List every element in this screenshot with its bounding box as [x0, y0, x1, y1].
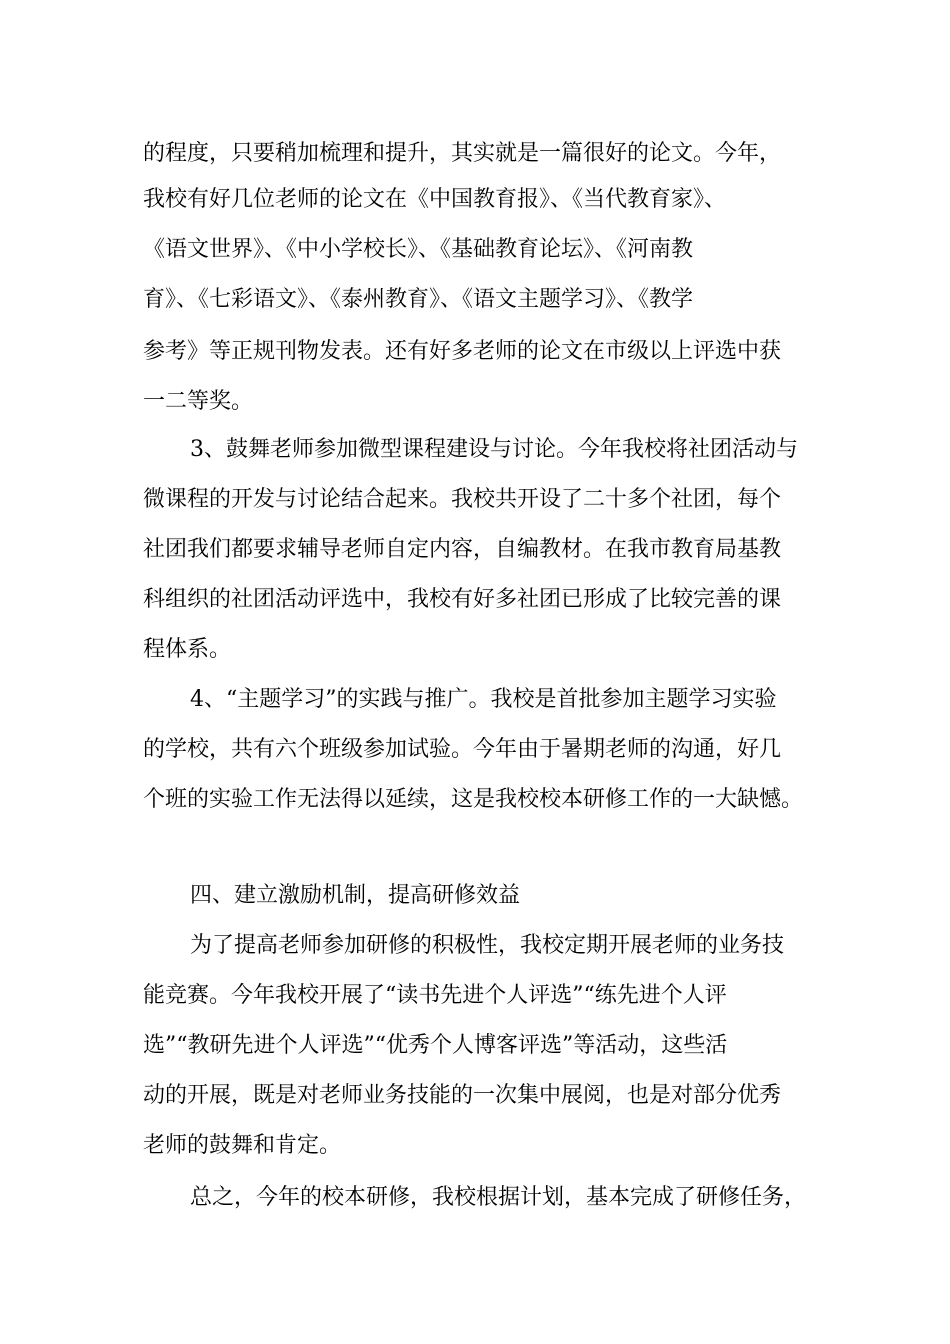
paragraph-line: 社团我们都要求辅导老师自定内容，自编教材。在我市教育局基教 [143, 537, 782, 562]
paragraph-line: 的程度，只要稍加梳理和提升，其实就是一篇很好的论文。今年， [143, 141, 782, 166]
paragraph-line: 程体系。 [143, 637, 232, 662]
paragraph-line: 3、鼓舞老师参加微型课程建设与讨论。今年我校将社团活动与 [190, 437, 798, 462]
paragraph-line: 科组织的社团活动评选中，我校有好多社团已形成了比较完善的课 [143, 587, 782, 612]
paragraph-line: 一二等奖。 [143, 389, 254, 414]
paragraph-line: 4、“主题学习”的实践与推广。我校是首批参加主题学习实验 [190, 687, 777, 712]
section-heading: 四、建立激励机制，提高研修效益 [190, 883, 521, 908]
paragraph-line: 参考》等正规刊物发表。还有好多老师的论文在市级以上评选中获 [143, 339, 782, 364]
paragraph-line: 老师的鼓舞和肯定。 [143, 1133, 342, 1158]
paragraph-line: 我校有好几位老师的论文在《中国教育报》、《当代教育家》、 [143, 187, 727, 212]
paragraph-line: 育》、《七彩语文》、《泰州教育》、《语文主题学习》、《教学 [143, 287, 694, 312]
paragraph-line: 总之，今年的校本研修，我校根据计划，基本完成了研修任务， [190, 1185, 807, 1210]
paragraph-line: 《语文世界》、《中小学校长》、《基础教育论坛》、《河南教 [143, 237, 694, 262]
paragraph-line: 个班的实验工作无法得以延续，这是我校校本研修工作的一大缺憾。 [143, 787, 804, 812]
paragraph-line: 能竞赛。今年我校开展了“读书先进个人评选”“练先进个人评 [143, 983, 727, 1008]
paragraph-line: 动的开展，既是对老师业务技能的一次集中展阅，也是对部分优秀 [143, 1083, 782, 1108]
paragraph-line: 的学校，共有六个班级参加试验。今年由于暑期老师的沟通，好几 [143, 737, 782, 762]
paragraph-line: 微课程的开发与讨论结合起来。我校共开设了二十多个社团，每个 [143, 487, 782, 512]
paragraph-line: 为了提高老师参加研修的积极性，我校定期开展老师的业务技 [190, 933, 785, 958]
paragraph-line: 选”“教研先进个人评选”“优秀个人博客评选”等活动，这些活 [143, 1033, 728, 1058]
